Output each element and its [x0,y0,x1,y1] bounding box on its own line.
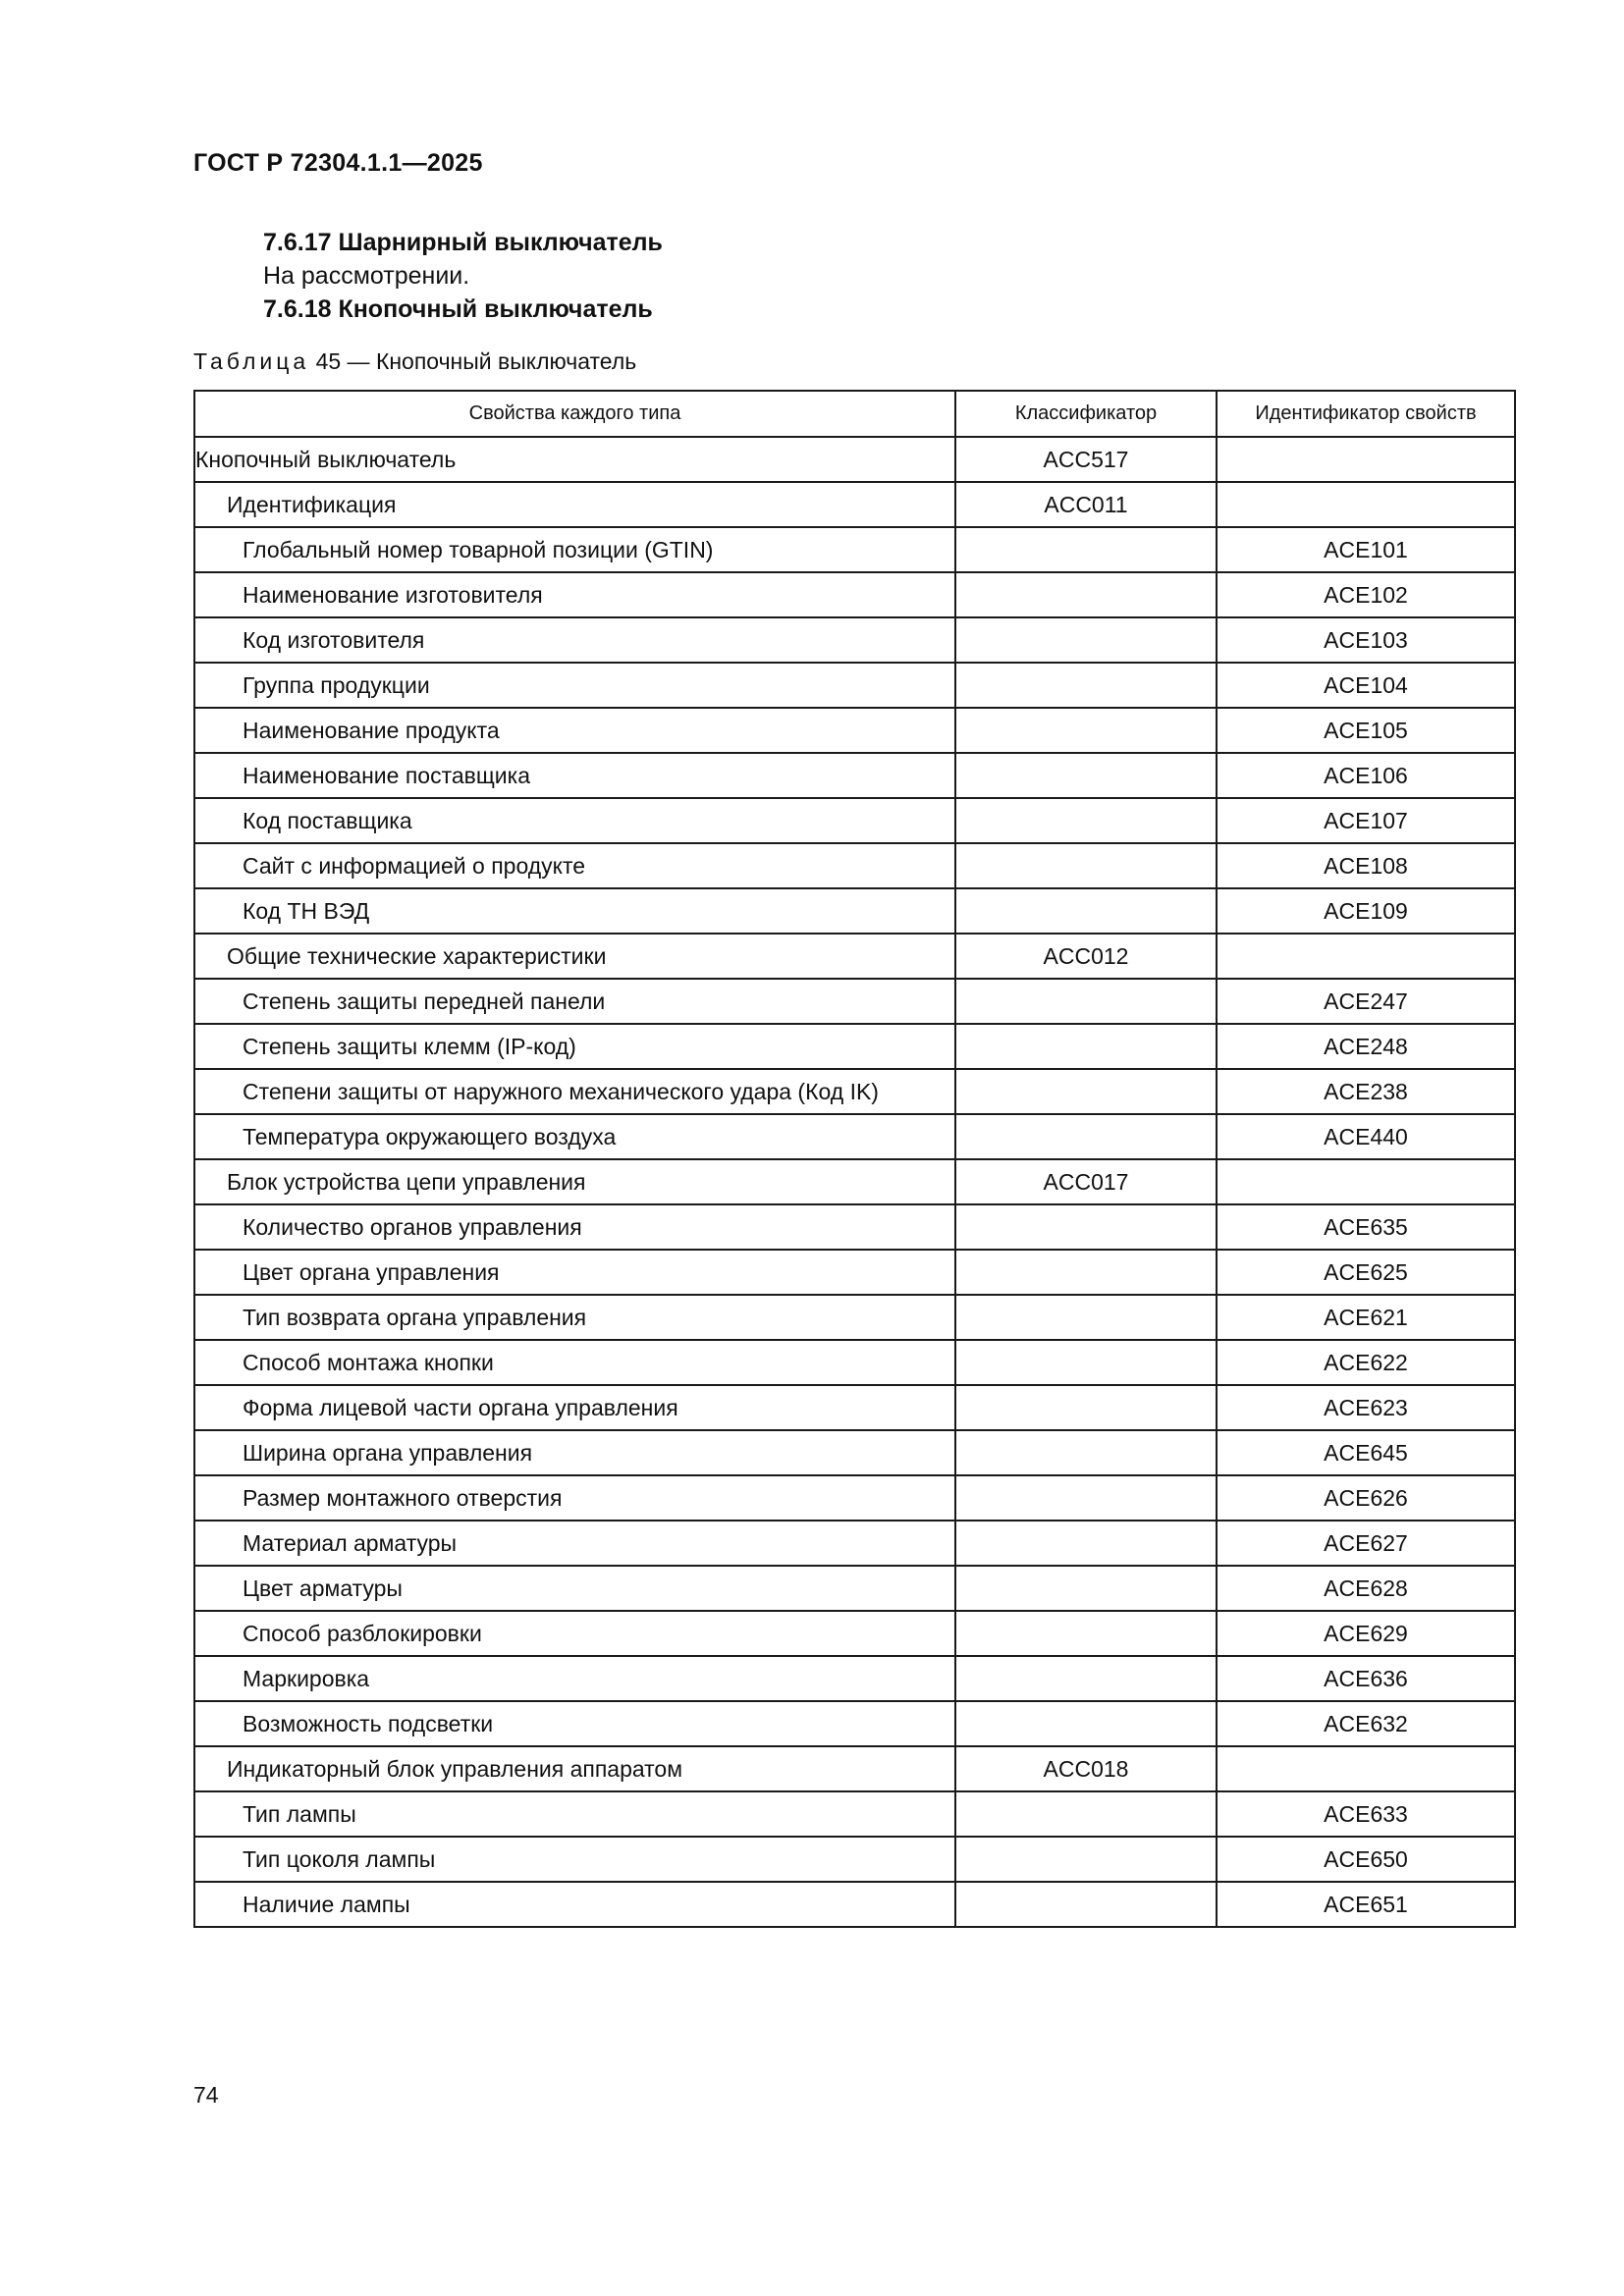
row-name: Идентификация [194,482,955,527]
row-name: Сайт с информацией о продукте [194,843,955,888]
row-name: Температура окружающего воздуха [194,1114,955,1159]
row-name: Возможность подсветки [194,1701,955,1746]
table-row [194,1656,1515,1701]
table-row [194,1611,1515,1656]
row-property-id: ACE651 [1217,1882,1515,1927]
row-name: Маркировка [194,1656,955,1701]
row-name: Тип цоколя лампы [194,1837,955,1882]
table-row [194,1069,1515,1114]
section-heading-hinged-switch: 7.6.17 Шарнирный выключатель [263,229,663,256]
row-name: Глобальный номер товарной позиции (GTIN) [194,527,955,572]
row-classifier [955,843,1217,888]
row-name: Общие технические характеристики [194,934,955,979]
row-classifier [955,1340,1217,1385]
row-classifier [955,527,1217,572]
row-classifier: ACC011 [955,482,1217,527]
row-property-id: ACE623 [1217,1385,1515,1430]
header-properties: Свойства каждого типа [194,391,955,437]
row-property-id: ACE627 [1217,1521,1515,1566]
row-classifier: ACC012 [955,934,1217,979]
row-property-id: ACE103 [1217,617,1515,663]
table-row [194,1837,1515,1882]
table-row [194,572,1515,617]
row-classifier [955,1611,1217,1656]
table-row [194,617,1515,663]
row-name: Цвет органа управления [194,1250,955,1295]
row-property-id: ACE645 [1217,1430,1515,1475]
table-row [194,1340,1515,1385]
row-classifier: ACC018 [955,1746,1217,1791]
row-classifier [955,1521,1217,1566]
row-property-id: ACE108 [1217,843,1515,888]
row-name: Кнопочный выключатель [194,437,955,482]
table-row [194,482,1515,527]
table-row [194,1295,1515,1340]
row-name: Код ТН ВЭД [194,888,955,934]
row-property-id: ACE625 [1217,1250,1515,1295]
row-name: Тип лампы [194,1791,955,1837]
table-row [194,979,1515,1024]
row-name: Группа продукции [194,663,955,708]
row-classifier: ACC017 [955,1159,1217,1204]
row-classifier [955,1430,1217,1475]
row-property-id: ACE633 [1217,1791,1515,1837]
row-name: Тип возврата органа управления [194,1295,955,1340]
row-property-id [1217,1746,1515,1791]
row-property-id: ACE238 [1217,1069,1515,1114]
table-row [194,753,1515,798]
table-row [194,1024,1515,1069]
table-row [194,888,1515,934]
row-name: Материал арматуры [194,1521,955,1566]
table-row [194,1430,1515,1475]
table-row [194,843,1515,888]
row-property-id: ACE622 [1217,1340,1515,1385]
page-number: 74 [193,2082,219,2108]
row-property-id: ACE636 [1217,1656,1515,1701]
table-row [194,708,1515,753]
row-name: Наименование поставщика [194,753,955,798]
row-classifier [955,1791,1217,1837]
section-note-under-review: На рассмотрении. [263,262,470,290]
row-classifier [955,1385,1217,1430]
row-classifier [955,1295,1217,1340]
row-property-id: ACE247 [1217,979,1515,1024]
row-classifier [955,572,1217,617]
row-property-id: ACE626 [1217,1475,1515,1521]
row-name: Форма лицевой части органа управления [194,1385,955,1430]
row-property-id: ACE635 [1217,1204,1515,1250]
row-property-id [1217,934,1515,979]
row-name: Способ разблокировки [194,1611,955,1656]
row-classifier [955,1475,1217,1521]
row-property-id: ACE629 [1217,1611,1515,1656]
table-row [194,1204,1515,1250]
row-property-id: ACE105 [1217,708,1515,753]
table-row [194,1566,1515,1611]
row-property-id [1217,482,1515,527]
row-name: Код поставщика [194,798,955,843]
row-classifier [955,1069,1217,1114]
row-classifier [955,1656,1217,1701]
row-name: Код изготовителя [194,617,955,663]
row-property-id: ACE101 [1217,527,1515,572]
section-heading-push-button-switch: 7.6.18 Кнопочный выключатель [263,295,653,323]
row-property-id: ACE621 [1217,1295,1515,1340]
document-header: ГОСТ Р 72304.1.1—2025 [193,149,483,177]
row-classifier [955,979,1217,1024]
table-row [194,934,1515,979]
table-row [194,1475,1515,1521]
row-property-id [1217,1159,1515,1204]
row-name: Степень защиты передней панели [194,979,955,1024]
row-name: Цвет арматуры [194,1566,955,1611]
row-name: Способ монтажа кнопки [194,1340,955,1385]
table-row [194,1882,1515,1927]
row-name: Количество органов управления [194,1204,955,1250]
header-property-id: Идентификатор свойств [1217,391,1515,437]
table-row [194,437,1515,482]
table-row [194,1385,1515,1430]
row-property-id: ACE440 [1217,1114,1515,1159]
row-classifier [955,1250,1217,1295]
row-classifier [955,888,1217,934]
row-name: Блок устройства цепи управления [194,1159,955,1204]
row-property-id: ACE104 [1217,663,1515,708]
row-property-id: ACE102 [1217,572,1515,617]
row-classifier: ACC517 [955,437,1217,482]
row-classifier [955,1837,1217,1882]
row-classifier [955,1204,1217,1250]
row-classifier [955,798,1217,843]
row-classifier [955,1114,1217,1159]
row-classifier [955,708,1217,753]
row-classifier [955,753,1217,798]
row-property-id: ACE632 [1217,1701,1515,1746]
table-row [194,1701,1515,1746]
table-row [194,663,1515,708]
table-caption [193,347,636,376]
table-row [194,798,1515,843]
table-row [194,1521,1515,1566]
row-classifier [955,617,1217,663]
table-row [194,1746,1515,1791]
row-property-id: ACE628 [1217,1566,1515,1611]
row-property-id: ACE109 [1217,888,1515,934]
row-classifier [955,1701,1217,1746]
row-classifier [955,1024,1217,1069]
row-classifier [955,1566,1217,1611]
row-classifier [955,1882,1217,1927]
row-name: Наличие лампы [194,1882,955,1927]
row-name: Наименование продукта [194,708,955,753]
table-row [194,1159,1515,1204]
row-property-id [1217,437,1515,482]
row-classifier [955,663,1217,708]
row-name: Степени защиты от наружного механического удара (Код IK) [194,1069,955,1114]
header-classifier: Классификатор [955,391,1217,437]
table-caption-title: 45 — Кнопочный выключатель [309,348,637,374]
table-header-row [194,391,1515,437]
table-row [194,527,1515,572]
row-property-id: ACE107 [1217,798,1515,843]
row-name: Степень защиты клемм (IP-код) [194,1024,955,1069]
table-row [194,1114,1515,1159]
table-caption-label: Таблица [193,348,310,374]
row-property-id: ACE106 [1217,753,1515,798]
row-name: Наименование изготовителя [194,572,955,617]
row-name: Индикаторный блок управления аппаратом [194,1746,955,1791]
row-name: Размер монтажного отверстия [194,1475,955,1521]
row-property-id: ACE650 [1217,1837,1515,1882]
table-row [194,1791,1515,1837]
properties-table [193,390,1516,1928]
row-name: Ширина органа управления [194,1430,955,1475]
table-row [194,1250,1515,1295]
row-property-id: ACE248 [1217,1024,1515,1069]
